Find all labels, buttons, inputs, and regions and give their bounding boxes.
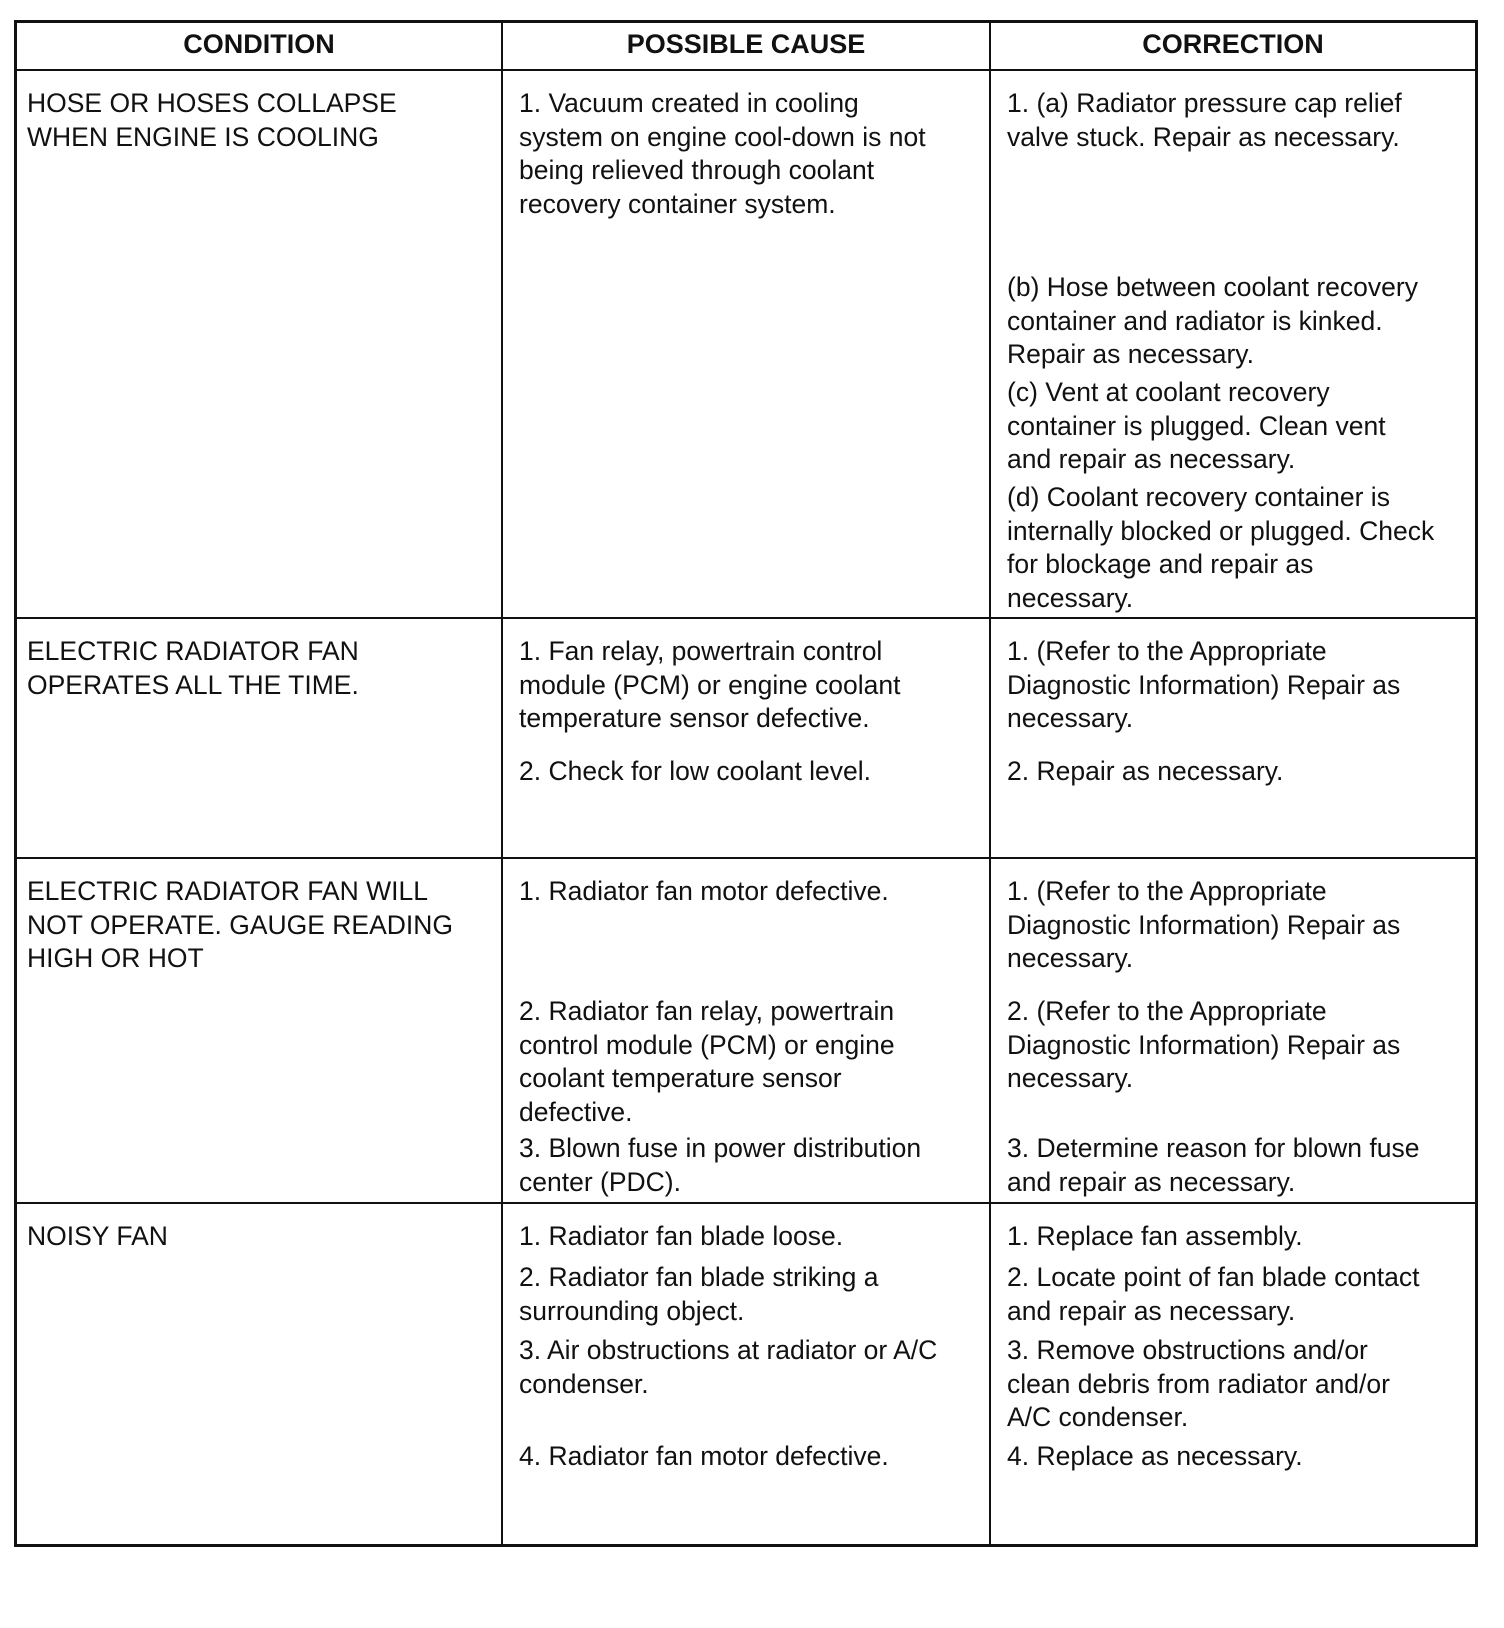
correction-item: 1. (Refer to the Appropriate Diagnostic Information) Repair as necessary.: [1007, 876, 1401, 973]
cause-item: 2. Radiator fan blade striking a surrounding object.: [519, 1262, 879, 1326]
table-header: [17, 23, 1475, 71]
table-row: [17, 1204, 1475, 1544]
correction-cell: [991, 619, 1475, 857]
correction-item: (b) Hose between coolant recovery container and radiator is kinked. Repair as necessary.: [1007, 272, 1418, 369]
correction-item: 2. (Refer to the Appropriate Diagnostic Information) Repair as necessary.: [1007, 996, 1401, 1093]
cause-item: 4. Radiator fan motor defective.: [519, 1441, 889, 1471]
cause-cell: [503, 859, 991, 1202]
diagnosis-table: [14, 20, 1478, 1547]
cause-item: 2. Check for low coolant level.: [519, 756, 872, 786]
cause-cell: [503, 1204, 991, 1544]
cause-item: 3. Air obstructions at radiator or A/C condenser.: [519, 1335, 938, 1399]
table-row: [17, 619, 1475, 859]
table-row: [17, 71, 1475, 619]
condition-cell: ELECTRIC RADIATOR FAN WILL NOT OPERATE. GAUGE READING HIGH OR HOT: [17, 859, 503, 1202]
cause-cell: [503, 619, 991, 857]
correction-item: (c) Vent at coolant recovery container is plugged. Clean vent and repair as necessary.: [1007, 377, 1386, 474]
correction-item: (d) Coolant recovery container is internally blocked or plugged. Check for blockage and repair as necessary.: [1007, 482, 1435, 613]
condition-cell: HOSE OR HOSES COLLAPSE WHEN ENGINE IS COOLING: [17, 71, 503, 617]
cause-cell: [503, 71, 991, 617]
correction-item: 1. (Refer to the Appropriate Diagnostic Information) Repair as necessary.: [1007, 636, 1401, 733]
correction-cell: [991, 1204, 1475, 1544]
correction-item: 2. Repair as necessary.: [1007, 756, 1284, 786]
table-row: [17, 859, 1475, 1204]
cause-item: 1. Vacuum created in cooling system on engine cool-down is not being relieved through coolant recovery container system.: [519, 88, 926, 219]
cause-item: 2. Radiator fan relay, powertrain control module (PCM) or engine coolant temperature sensor defective.: [519, 996, 895, 1127]
correction-item: 3. Determine reason for blown fuse and repair as necessary.: [1007, 1133, 1420, 1197]
correction-cell: [991, 859, 1475, 1202]
cause-item: 1. Radiator fan motor defective.: [519, 876, 889, 906]
correction-item: 3. Remove obstructions and/or clean debris from radiator and/or A/C condenser.: [1007, 1335, 1390, 1432]
cause-item: 3. Blown fuse in power distribution center (PDC).: [519, 1133, 922, 1197]
cause-item: 1. Radiator fan blade loose.: [519, 1221, 844, 1251]
condition-cell: NOISY FAN: [17, 1204, 503, 1544]
header-correction: CORRECTION: [1142, 29, 1324, 59]
correction-item: 1. Replace fan assembly.: [1007, 1221, 1303, 1251]
correction-item: 1. (a) Radiator pressure cap relief valve stuck. Repair as necessary.: [1007, 88, 1402, 152]
correction-item: 4. Replace as necessary.: [1007, 1441, 1303, 1471]
header-condition: CONDITION: [17, 23, 503, 69]
header-possible-cause: POSSIBLE CAUSE: [503, 23, 991, 69]
condition-cell: ELECTRIC RADIATOR FAN OPERATES ALL THE TIME.: [17, 619, 503, 857]
cause-item: 1. Fan relay, powertrain control module (PCM) or engine coolant temperature sensor defective.: [519, 636, 901, 733]
correction-cell: [991, 71, 1475, 617]
correction-item: 2. Locate point of fan blade contact and repair as necessary.: [1007, 1262, 1420, 1326]
